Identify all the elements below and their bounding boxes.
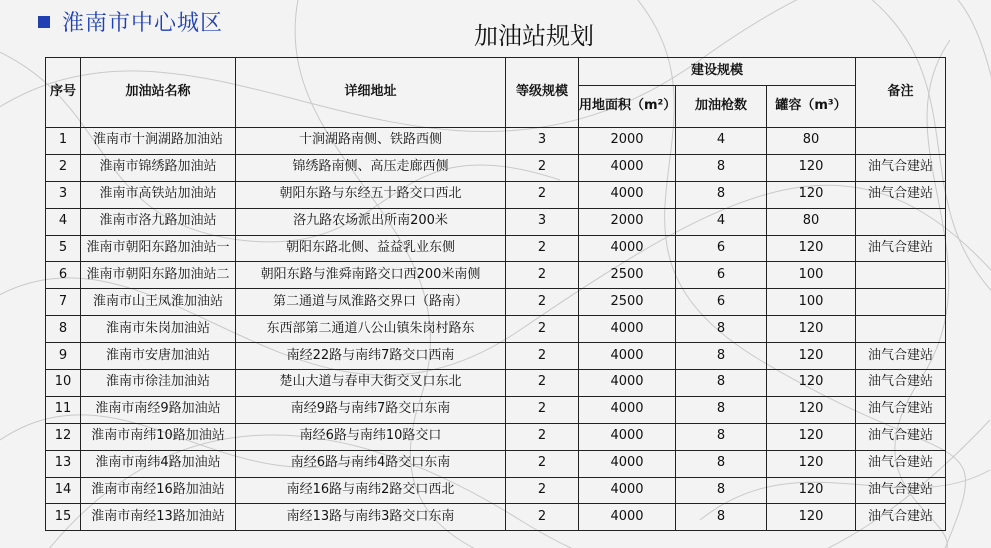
- cell-capacity: 120: [767, 316, 856, 343]
- cell-name: 淮南市朝阳东路加油站二: [81, 262, 236, 289]
- cell-guns: 8: [676, 477, 767, 504]
- cell-name: 淮南市洛九路加油站: [81, 208, 236, 235]
- table-row: [46, 396, 946, 423]
- cell-address: 南经6路与南纬4路交口东南: [236, 450, 506, 477]
- header-area: 用地面积（m²）: [579, 86, 676, 128]
- cell-address: 南经13路与南纬3路交口东南: [236, 504, 506, 531]
- cell-capacity: 120: [767, 181, 856, 208]
- cell-level: 2: [506, 504, 579, 531]
- cell-note: [856, 128, 946, 155]
- cell-name: 淮南市山王凤淮加油站: [81, 289, 236, 316]
- bullet-square-icon: [38, 16, 50, 28]
- cell-capacity: 80: [767, 208, 856, 235]
- cell-seq: 5: [46, 235, 81, 262]
- cell-area: 4000: [579, 504, 676, 531]
- cell-note: 油气合建站: [856, 504, 946, 531]
- cell-note: 油气合建站: [856, 343, 946, 370]
- table-row: [46, 450, 946, 477]
- cell-note: 油气合建站: [856, 396, 946, 423]
- cell-name: 淮南市朱岗加油站: [81, 316, 236, 343]
- table-row: [46, 477, 946, 504]
- cell-note: 油气合建站: [856, 154, 946, 181]
- table-row: [46, 208, 946, 235]
- cell-seq: 12: [46, 423, 81, 450]
- cell-seq: 9: [46, 343, 81, 370]
- cell-area: 4000: [579, 423, 676, 450]
- cell-capacity: 120: [767, 504, 856, 531]
- header-address: 详细地址: [236, 58, 506, 128]
- table-row: [46, 504, 946, 531]
- cell-note: 油气合建站: [856, 235, 946, 262]
- cell-capacity: 120: [767, 370, 856, 397]
- table-row: [46, 343, 946, 370]
- cell-level: 2: [506, 262, 579, 289]
- cell-name: 淮南市安唐加油站: [81, 343, 236, 370]
- cell-address: 朝阳东路与淮舜南路交口西200米南侧: [236, 262, 506, 289]
- cell-capacity: 100: [767, 262, 856, 289]
- cell-level: 2: [506, 289, 579, 316]
- cell-capacity: 120: [767, 235, 856, 262]
- cell-seq: 7: [46, 289, 81, 316]
- gas-station-plan-table: [45, 57, 946, 531]
- cell-guns: 6: [676, 289, 767, 316]
- cell-seq: 10: [46, 370, 81, 397]
- cell-address: 第二通道与凤淮路交界口（路南）: [236, 289, 506, 316]
- cell-guns: 8: [676, 450, 767, 477]
- cell-note: 油气合建站: [856, 450, 946, 477]
- cell-area: 4000: [579, 477, 676, 504]
- cell-area: 4000: [579, 181, 676, 208]
- cell-capacity: 80: [767, 128, 856, 155]
- cell-name: 淮南市南经9路加油站: [81, 396, 236, 423]
- cell-address: 洛九路农场派出所南200米: [236, 208, 506, 235]
- cell-note: [856, 208, 946, 235]
- cell-area: 4000: [579, 370, 676, 397]
- cell-guns: 8: [676, 343, 767, 370]
- cell-note: 油气合建站: [856, 370, 946, 397]
- cell-level: 2: [506, 343, 579, 370]
- cell-seq: 4: [46, 208, 81, 235]
- table-row: [46, 262, 946, 289]
- cell-note: 油气合建站: [856, 477, 946, 504]
- cell-area: 4000: [579, 396, 676, 423]
- table-row: [46, 235, 946, 262]
- cell-guns: 4: [676, 208, 767, 235]
- cell-seq: 2: [46, 154, 81, 181]
- cell-level: 3: [506, 128, 579, 155]
- cell-area: 4000: [579, 316, 676, 343]
- header-seq: 序号: [46, 58, 81, 128]
- cell-address: 南经6路与南纬10路交口: [236, 423, 506, 450]
- cell-level: 2: [506, 154, 579, 181]
- cell-name: 淮南市南纬4路加油站: [81, 450, 236, 477]
- cell-guns: 4: [676, 128, 767, 155]
- cell-note: [856, 289, 946, 316]
- cell-level: 2: [506, 477, 579, 504]
- cell-address: 南经9路与南纬7路交口东南: [236, 396, 506, 423]
- cell-capacity: 120: [767, 450, 856, 477]
- cell-area: 4000: [579, 154, 676, 181]
- cell-address: 朝阳东路北侧、益益乳业东侧: [236, 235, 506, 262]
- cell-seq: 6: [46, 262, 81, 289]
- cell-area: 2000: [579, 128, 676, 155]
- cell-guns: 6: [676, 235, 767, 262]
- cell-guns: 6: [676, 262, 767, 289]
- cell-guns: 8: [676, 423, 767, 450]
- cell-capacity: 120: [767, 423, 856, 450]
- cell-name: 淮南市南纬10路加油站: [81, 423, 236, 450]
- table-row: [46, 370, 946, 397]
- header-name: 加油站名称: [81, 58, 236, 128]
- section-title: [38, 6, 223, 37]
- cell-level: 2: [506, 235, 579, 262]
- cell-area: 4000: [579, 235, 676, 262]
- cell-seq: 15: [46, 504, 81, 531]
- cell-level: 2: [506, 450, 579, 477]
- cell-name: 淮南市南经16路加油站: [81, 477, 236, 504]
- header-capacity: 罐容（m³）: [767, 86, 856, 128]
- header-guns: 加油枪数: [676, 86, 767, 128]
- cell-capacity: 100: [767, 289, 856, 316]
- page-title: 加油站规划: [474, 22, 594, 50]
- header-note: 备注: [856, 58, 946, 128]
- cell-address: 十涧湖路南侧、铁路西侧: [236, 128, 506, 155]
- cell-seq: 14: [46, 477, 81, 504]
- cell-address: 楚山大道与春申大街交叉口东北: [236, 370, 506, 397]
- cell-note: [856, 316, 946, 343]
- cell-address: 南经16路与南纬2路交口西北: [236, 477, 506, 504]
- cell-level: 2: [506, 396, 579, 423]
- table-row: [46, 423, 946, 450]
- cell-seq: 13: [46, 450, 81, 477]
- cell-note: [856, 262, 946, 289]
- header-level: 等级规模: [506, 58, 579, 128]
- table-row: [46, 128, 946, 155]
- cell-guns: 8: [676, 154, 767, 181]
- cell-seq: 11: [46, 396, 81, 423]
- cell-capacity: 120: [767, 396, 856, 423]
- table-row: [46, 181, 946, 208]
- cell-name: 淮南市高铁站加油站: [81, 181, 236, 208]
- cell-area: 2000: [579, 208, 676, 235]
- cell-area: 2500: [579, 289, 676, 316]
- table-row: [46, 154, 946, 181]
- cell-capacity: 120: [767, 154, 856, 181]
- cell-level: 3: [506, 208, 579, 235]
- table-row: [46, 289, 946, 316]
- cell-address: 南经22路与南纬7路交口西南: [236, 343, 506, 370]
- cell-address: 锦绣路南侧、高压走廊西侧: [236, 154, 506, 181]
- cell-level: 2: [506, 181, 579, 208]
- cell-guns: 8: [676, 504, 767, 531]
- cell-level: 2: [506, 423, 579, 450]
- cell-name: 淮南市朝阳东路加油站一: [81, 235, 236, 262]
- cell-seq: 3: [46, 181, 81, 208]
- cell-area: 4000: [579, 450, 676, 477]
- cell-guns: 8: [676, 181, 767, 208]
- cell-guns: 8: [676, 396, 767, 423]
- cell-guns: 8: [676, 316, 767, 343]
- cell-level: 2: [506, 316, 579, 343]
- cell-area: 2500: [579, 262, 676, 289]
- cell-note: 油气合建站: [856, 423, 946, 450]
- cell-seq: 1: [46, 128, 81, 155]
- cell-level: 2: [506, 370, 579, 397]
- cell-name: 淮南市徐洼加油站: [81, 370, 236, 397]
- cell-area: 4000: [579, 343, 676, 370]
- cell-capacity: 120: [767, 477, 856, 504]
- header-build-group: 建设规模: [579, 58, 856, 86]
- section-title-text: 淮南市中心城区: [62, 11, 224, 36]
- cell-address: 朝阳东路与东经五十路交口西北: [236, 181, 506, 208]
- cell-address: 东西部第二通道八公山镇朱岗村路东: [236, 316, 506, 343]
- table-row: [46, 316, 946, 343]
- cell-seq: 8: [46, 316, 81, 343]
- cell-name: 淮南市十涧湖路加油站: [81, 128, 236, 155]
- cell-name: 淮南市南经13路加油站: [81, 504, 236, 531]
- cell-guns: 8: [676, 370, 767, 397]
- cell-note: 油气合建站: [856, 181, 946, 208]
- cell-name: 淮南市锦绣路加油站: [81, 154, 236, 181]
- cell-capacity: 120: [767, 343, 856, 370]
